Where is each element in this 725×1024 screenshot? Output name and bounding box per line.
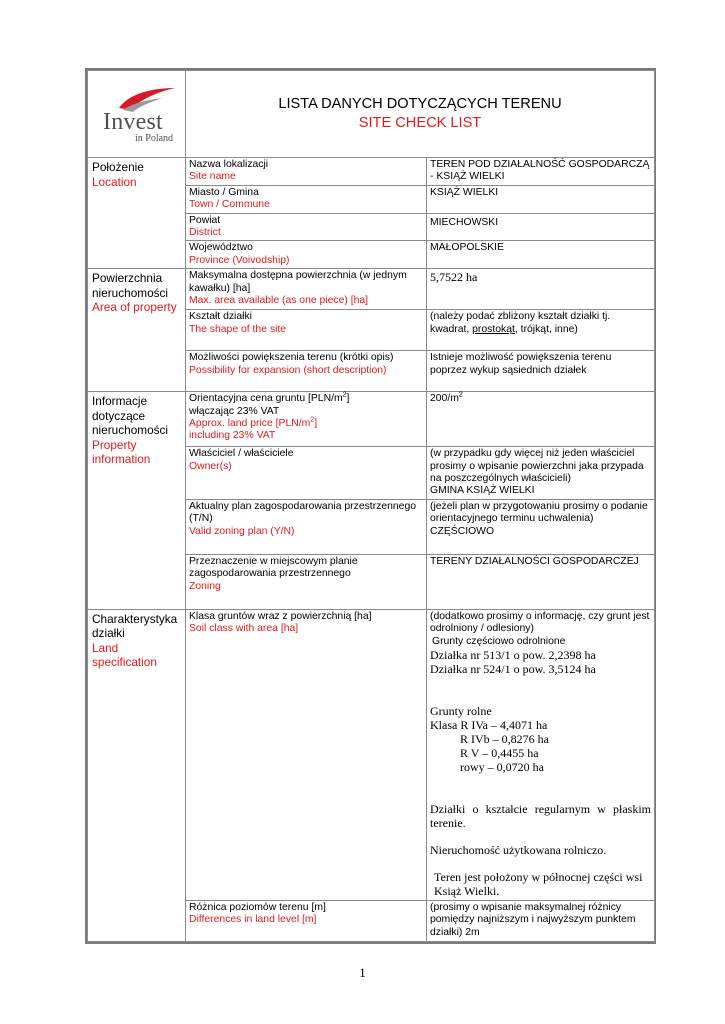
section-property-info	[88, 392, 186, 610]
field-label-pl: Powiat	[189, 214, 221, 226]
field-label-en: Soil class with area [ha]	[189, 623, 299, 635]
field-label-pl: Orientacyjna cena gruntu $[PLN/m^2]$	[189, 391, 350, 405]
section-label-pl: Charakterystyka działki	[92, 611, 178, 641]
field-label-pl: Miasto / Gmina	[189, 186, 259, 198]
field-label-pl: Właściciel / właściciele	[189, 448, 294, 460]
field-owner	[186, 447, 427, 500]
value-province: MAŁOPOLSKIE	[427, 241, 655, 269]
plot-2: Działka nr 524/1 o pow. 3,5124 ha	[430, 662, 596, 677]
field-label-pl: Nazwa lokalizacji	[189, 159, 269, 170]
soil-class-4: rowy – 0,0720 ha	[460, 760, 544, 775]
section-area	[88, 269, 186, 392]
section-label-en: Property information	[92, 437, 151, 467]
field-label-pl: Aktualny plan zagospodarowania przestrzennego (T/N)	[189, 500, 417, 525]
field-label-en: Max. area available (as one piece) [ha]	[189, 295, 369, 307]
value-district	[427, 213, 655, 241]
field-label-pl: Kształt działki	[189, 311, 252, 323]
field-max-area	[186, 269, 427, 310]
field-label-en: Approx. land price $[PLN/m^2]$	[189, 416, 318, 430]
field-province	[186, 241, 427, 269]
section-location	[88, 158, 186, 269]
site-check-list-table	[85, 68, 656, 944]
logo-sub: in Poland	[135, 133, 174, 144]
field-label-pl: Maksymalna dostępna powierzchnia (w jednym kawałku) [ha]	[189, 270, 407, 294]
field-town	[186, 185, 427, 213]
soil-type: Grunty rolne	[430, 704, 492, 719]
section-label-pl: Informacje dotyczące nieruchomości	[92, 394, 169, 438]
field-label-en: Site name	[189, 171, 236, 183]
usage-note: Nieruchomość użytkowana rolniczo.	[430, 843, 607, 858]
field-label-en: District	[189, 227, 221, 239]
value-expansion: Istnieje możliwość powiększenia terenu poprzez wykup sąsiednich działek	[427, 351, 655, 392]
soil-class-2: R IVb – 0,8276 ha	[460, 732, 549, 747]
soil-class-3: R V – 0,4455 ha	[460, 746, 539, 761]
section-land-spec	[88, 609, 186, 941]
field-label-en: Differences in land level [m]	[189, 914, 317, 926]
value-level-difference: (prosimy o wpisanie maksymalnej różnicy pomiędzy najniższym i najwyższym punktem działki) 2m	[427, 900, 655, 941]
value-shape	[427, 310, 655, 351]
plot-1: Działka nr 513/1 o pow. 2,2398 ha	[430, 648, 596, 663]
logo-cell	[88, 71, 186, 158]
field-label-en: Province (Voivodship)	[189, 254, 290, 266]
field-label-pl: Przeznaczenie w miejscowym planie zagospodarowania przestrzennego	[189, 555, 358, 580]
field-zoning-plan	[186, 499, 427, 554]
value-max-area: 5,7522 ha	[427, 269, 655, 310]
position-note: Teren jest położony w północnej części wsi Książ Wielki.	[434, 870, 643, 899]
page-number: 1	[359, 965, 366, 980]
section-label-en: Land specification	[92, 640, 157, 670]
value-owner	[427, 447, 655, 500]
section-label-en: Area of property	[92, 300, 177, 315]
value-text: Grunty częściowo odrolnione	[432, 635, 566, 647]
value-site-name: TEREN POD DZIAŁALNOŚĆ GOSPODARCZĄ - KSIĄŻ WIELKI	[427, 158, 655, 186]
section-label-pl: Powierzchnia nieruchomości	[92, 271, 169, 300]
invest-in-poland-logo	[101, 86, 181, 148]
field-district	[186, 213, 427, 241]
value-soil-class	[427, 609, 655, 900]
value-underlined: prostokąt	[472, 323, 515, 335]
field-expansion	[186, 351, 427, 392]
value-price: $200/m^2$	[427, 392, 655, 447]
field-label-pl: Województwo	[189, 242, 253, 254]
field-label-en-vat: including 23% VAT	[189, 430, 276, 442]
section-label-en: Location	[92, 174, 137, 189]
title-en: SITE CHECK LIST	[358, 115, 482, 131]
field-label-en: The shape of the site	[189, 323, 287, 335]
shape-note: Działki o kształcie regularnym w płaskim terenie.	[430, 802, 651, 831]
value-text: (w przypadku gdy więcej niż jeden właściciel prosimy o wpisanie powierzchni jaka przypada na poszczególnych właścicieli)	[430, 448, 644, 485]
field-label-en: Valid zoning plan (Y/N)	[189, 525, 295, 537]
field-zoning	[186, 554, 427, 609]
field-site-name	[186, 158, 427, 186]
value-text: (należy podać zbliżony kształt działki tj. kwadrat,	[430, 311, 611, 335]
field-label-pl: Różnica poziomów terenu [m]	[189, 901, 326, 913]
value-town: KSIĄŻ WIELKI	[427, 185, 655, 213]
value-zoning: TERENY DZIAŁALNOŚCI GOSPODARCZEJ	[427, 554, 655, 609]
field-level-difference	[186, 900, 427, 941]
field-shape	[186, 310, 427, 351]
value-owner-name: GMINA KSIĄŻ WIELKI	[430, 485, 535, 497]
field-label-en: Town / Commune	[189, 199, 270, 211]
field-label-pl-vat: włączając 23% VAT	[189, 405, 280, 417]
value-zoning-plan: (jeżeli plan w przygotowaniu prosimy o podanie orientacyjnego terminu uchwalenia) CZĘŚCIOWO	[427, 499, 655, 554]
field-label-en: Possibility for expansion (short description)	[189, 364, 387, 376]
field-label-en: Owner(s)	[189, 460, 232, 472]
logo-brand: Invest	[103, 109, 163, 135]
field-label-pl: Możliwości powiększenia terenu (krótki opis)	[189, 352, 394, 364]
value-text: MIECHOWSKI	[430, 216, 499, 228]
field-label-en: Zoning	[189, 580, 221, 592]
value-text: (dodatkowo prosimy o informację, czy grunt jest odrolniony / odlesiony)	[430, 610, 650, 635]
field-label-pl: Klasa gruntów wraz z powierzchnią [ha]	[189, 610, 372, 622]
title-pl: LISTA DANYCH DOTYCZĄCYCH TERENU	[278, 96, 562, 112]
section-label-pl: Położenie	[92, 160, 144, 174]
value-text: , trójkąt, inne)	[514, 323, 578, 335]
title-cell	[186, 71, 655, 158]
field-price	[186, 392, 427, 447]
field-soil-class	[186, 609, 427, 900]
soil-class-1: Klasa R IVa – 4,4071 ha	[430, 718, 548, 733]
